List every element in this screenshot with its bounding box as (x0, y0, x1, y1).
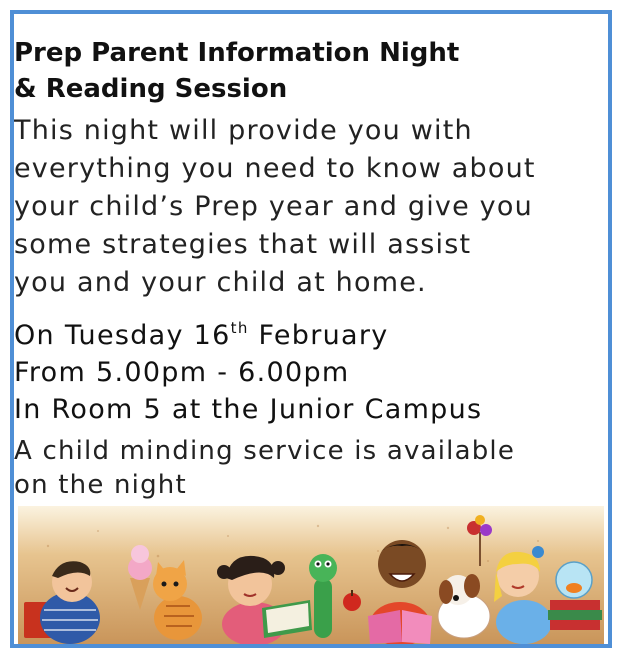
event-date-prefix: On Tuesday 16 (14, 320, 231, 351)
note-line: A child minding service is available (14, 436, 516, 466)
description-line: you and your child at home. (14, 267, 427, 298)
note-line: on the night (14, 470, 187, 500)
flyer-frame (10, 10, 612, 648)
children-reading-illustration (18, 506, 604, 644)
description-line: everything you need to know about (14, 153, 536, 184)
event-location: In Room 5 at the Junior Campus (14, 394, 483, 425)
event-details (14, 310, 608, 428)
description-line: This night will provide you with (14, 115, 473, 146)
event-time: From 5.00pm - 6.00pm (14, 357, 350, 388)
title-line-2: & Reading Session (14, 74, 288, 104)
title-line-1: Prep Parent Information Night (14, 38, 460, 68)
event-date (14, 310, 608, 354)
event-date-month: February (248, 320, 389, 351)
description-line: some strategies that will assist (14, 229, 472, 260)
description-line: your child’s Prep year and give you (14, 191, 533, 222)
child-minding-note (14, 434, 608, 502)
event-date-ordinal: th (230, 319, 249, 337)
description (14, 112, 608, 302)
